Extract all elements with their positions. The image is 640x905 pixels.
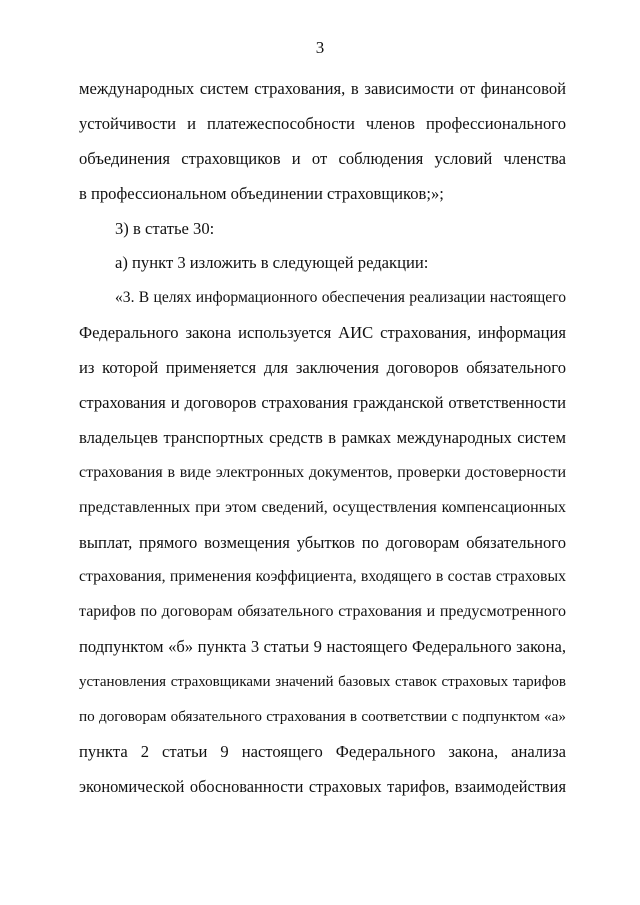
- text-line: Федерального закона используется АИС страхования, информация: [79, 323, 566, 343]
- text-line: страхования в виде электронных документов, проверки достоверности: [79, 463, 566, 481]
- text-line: 3) в статье 30:: [115, 218, 215, 238]
- text-line: страхования, применения коэффициента, входящего в состав страховых: [79, 568, 566, 586]
- text-line: из которой применяется для заключения договоров обязательного: [79, 358, 566, 378]
- text-line: объединения страховщиков и от соблюдения условий членства: [79, 148, 566, 168]
- text-line: страхования и договоров страхования гражданской ответственности: [79, 393, 566, 413]
- text-line: установления страховщиками значений базовых ставок страховых тарифов: [79, 674, 566, 691]
- text-line: пункта 2 статьи 9 настоящего Федерального закона, анализа: [79, 741, 566, 761]
- text-line: владельцев транспортных средств в рамках международных систем: [79, 427, 566, 447]
- text-line: тарифов по договорам обязательного страхования и предусмотренного: [79, 603, 566, 621]
- text-line: подпунктом «б» пункта 3 статьи 9 настоящего Федерального закона,: [79, 637, 566, 657]
- text-line: по договорам обязательного страхования в соответствии с подпунктом «а»: [79, 708, 566, 726]
- text-line: в профессиональном объединении страховщиков;»;: [79, 183, 444, 203]
- text-line: «3. В целях информационного обеспечения реализации настоящего: [115, 289, 566, 307]
- text-line: выплат, прямого возмещения убытков по договорам обязательного: [79, 532, 566, 552]
- text-line: устойчивости и платежеспособности членов профессионального: [79, 113, 566, 133]
- text-line: а) пункт 3 изложить в следующей редакции:: [115, 253, 429, 273]
- document-body: [79, 72, 566, 805]
- text-line: представленных при этом сведений, осуществления компенсационных: [79, 498, 566, 516]
- page-number: 3: [315, 38, 325, 57]
- text-line: международных систем страхования, в зависимости от финансовой: [79, 79, 566, 98]
- text-line: экономической обоснованности страховых тарифов, взаимодействия: [79, 776, 566, 796]
